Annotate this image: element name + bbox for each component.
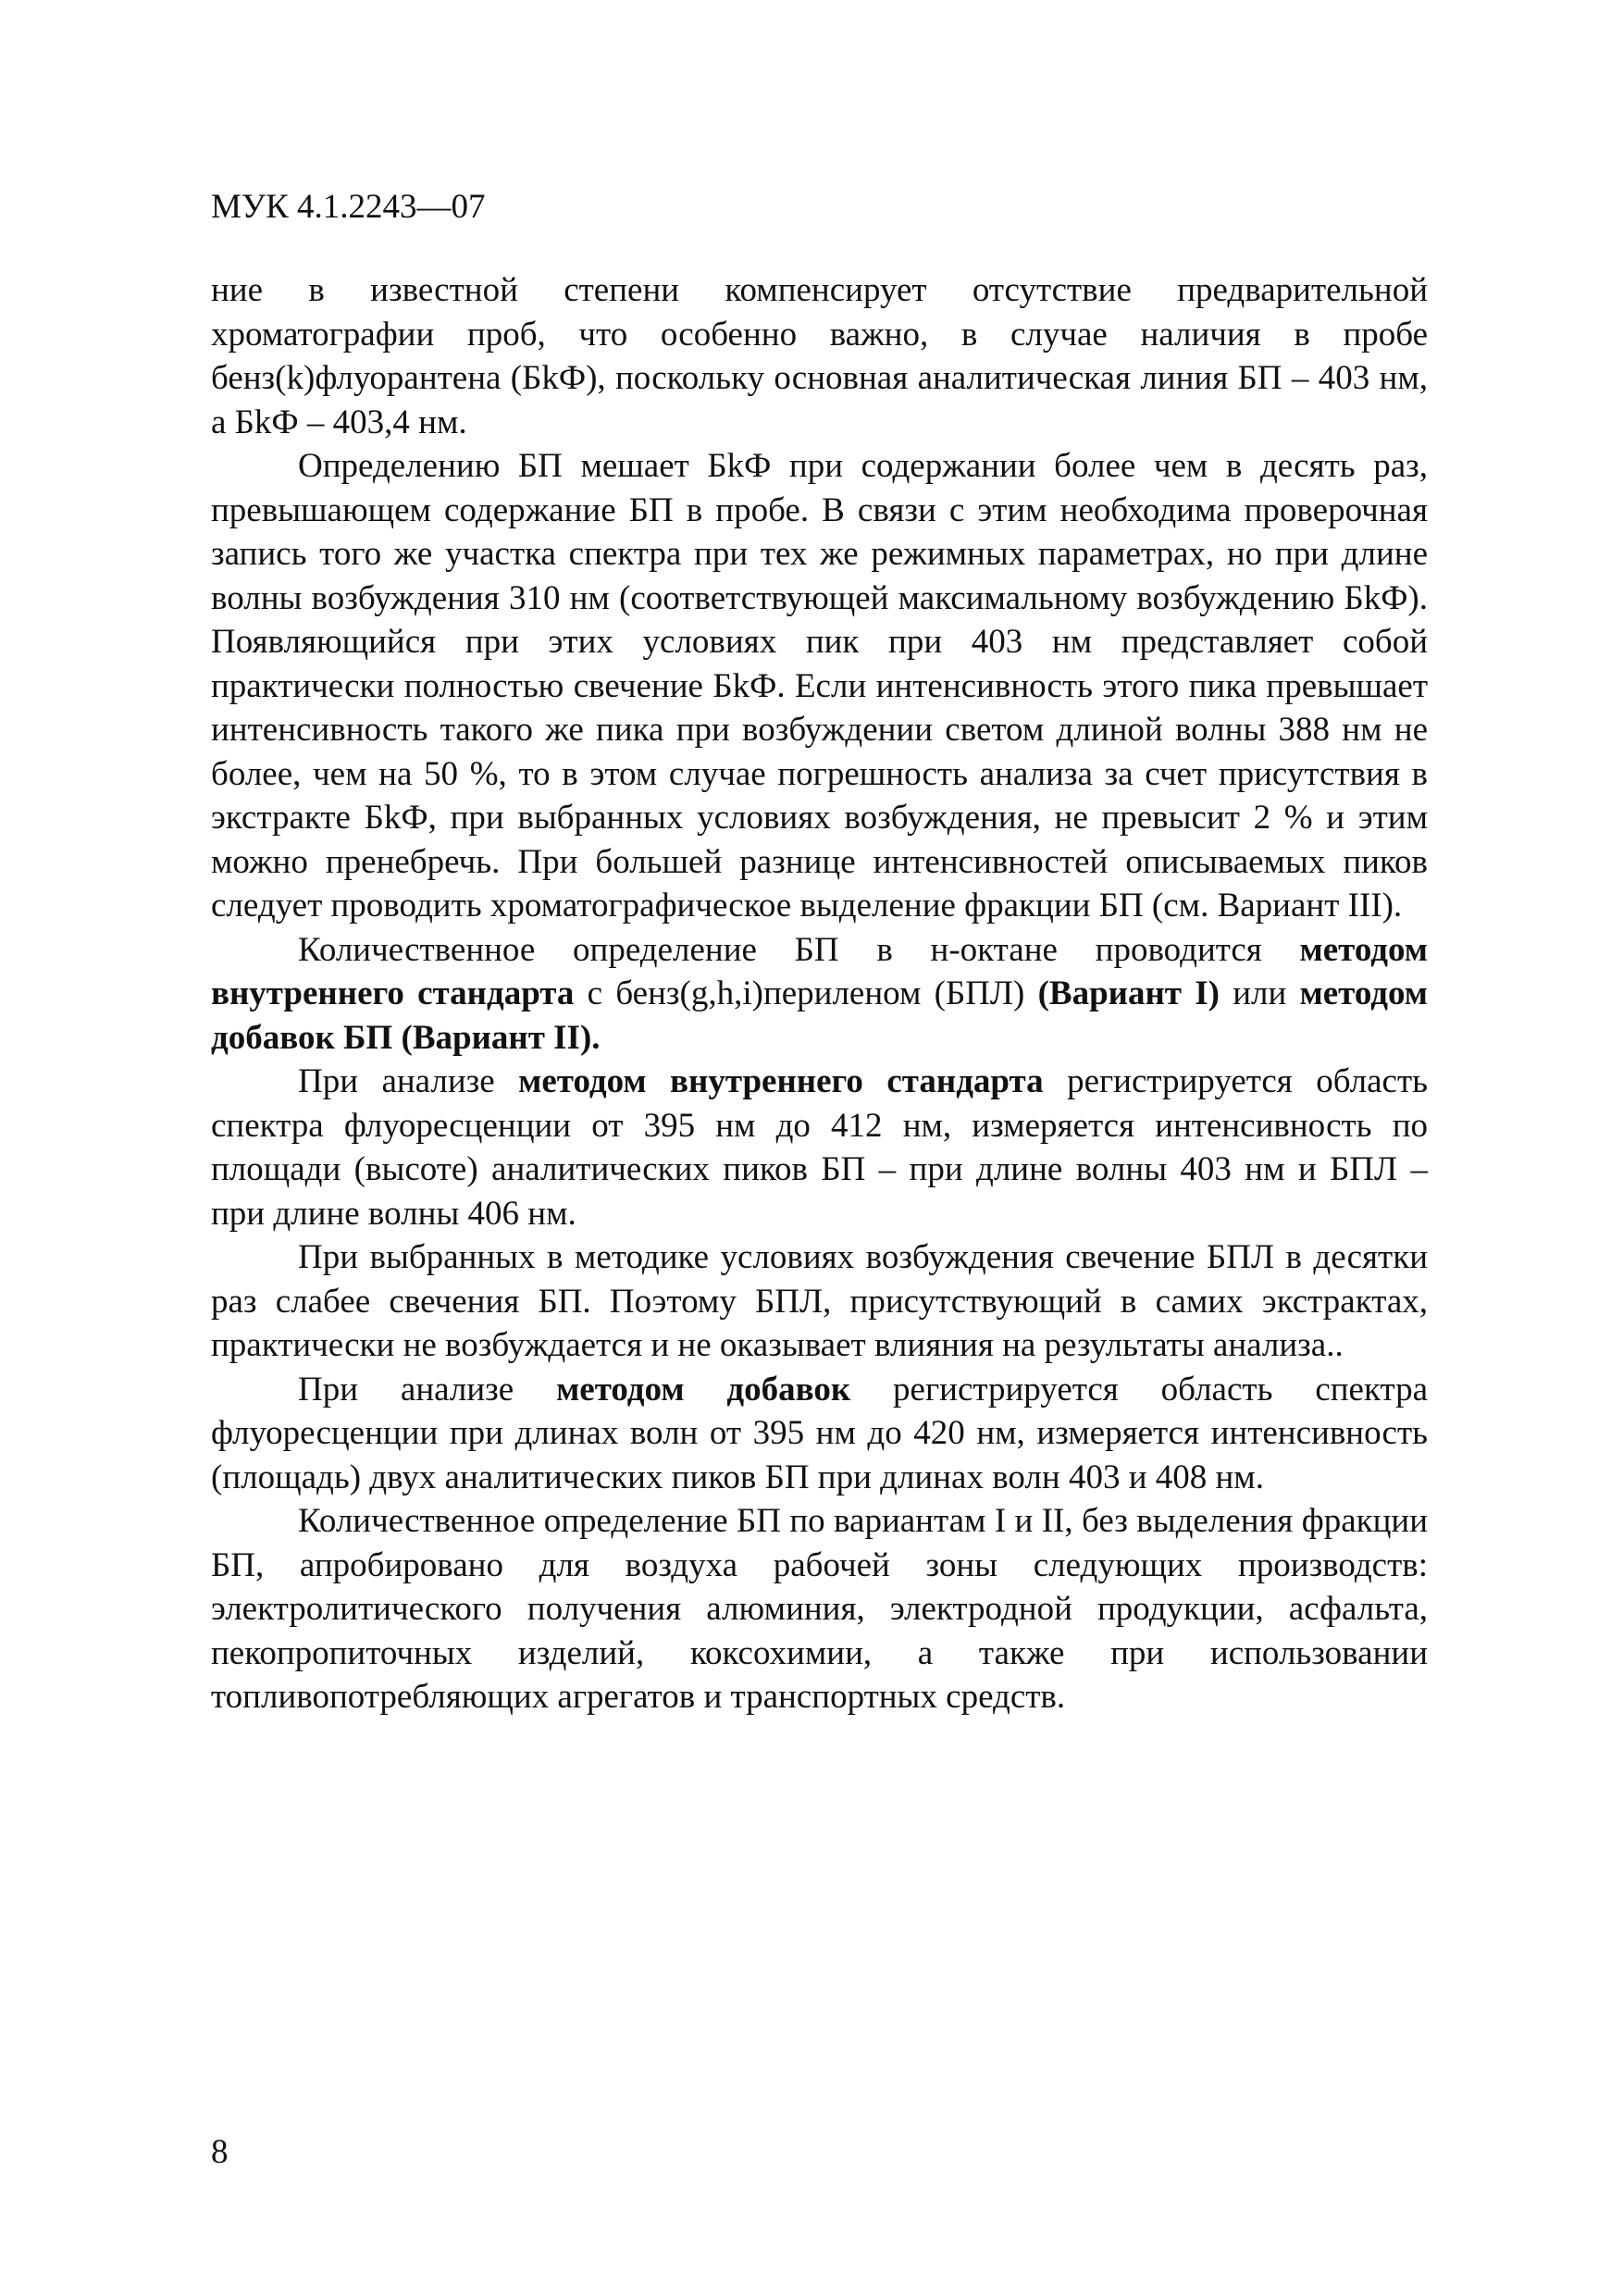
bold-term: методом добавок БП (Вариант II). bbox=[211, 974, 1428, 1057]
paragraph-text: Количественное определение БП в н-октане проводится bbox=[298, 930, 1300, 969]
paragraph-text: регистрируется область спектра флуоресценции при длинах волн от 395 нм до 420 нм, измеряется интенсивность (площадь) двух аналитических пиков БП при длинах волн 403 и 408 нм. bbox=[211, 1370, 1428, 1496]
document-header: МУК 4.1.2243—07 bbox=[211, 188, 486, 226]
page-number: 8 bbox=[211, 2133, 229, 2171]
paragraph-5 bbox=[211, 1235, 1428, 1368]
paragraph-2 bbox=[211, 444, 1428, 928]
paragraph-text: ние в известной степени компенсирует отсутствие предварительной хроматографии проб, что особенно важно, в случае наличия в пробе бенз(k)флуорантена (БkФ), поскольку основная аналитическая линия БП – 403 нм, а БkФ – 403,4 нм. bbox=[211, 271, 1428, 441]
bold-term: методом добавок bbox=[556, 1370, 851, 1409]
bold-term: методом внутреннего стандарта bbox=[518, 1062, 1044, 1100]
paragraph-text: При анализе bbox=[298, 1370, 557, 1409]
paragraph-7 bbox=[211, 1499, 1428, 1719]
bold-term: (Вариант I) bbox=[1037, 974, 1220, 1012]
paragraph-text: регистрируется область спектра флуоресценции от 395 нм до 412 нм, измеряется интенсивность по площади (высоте) аналитических пиков БП – при длине волны 403 нм и БПЛ – при длине волны 406 нм. bbox=[211, 1062, 1428, 1233]
paragraph-1 bbox=[211, 268, 1428, 444]
bold-term: методом внутреннего стандарта bbox=[211, 930, 1428, 1012]
paragraph-6 bbox=[211, 1368, 1428, 1500]
paragraph-text: При выбранных в методике условиях возбуждения свечение БПЛ в десятки раз слабее свечения БП. Поэтому БПЛ, присутствующий в самих экстрактах, практически не возбуждается и не оказывает влияния на результаты анализа.. bbox=[211, 1238, 1428, 1364]
paragraph-4 bbox=[211, 1060, 1428, 1235]
paragraph-text: или bbox=[1219, 974, 1300, 1012]
paragraph-text: Определению БП мешает БkФ при содержании более чем в десять раз, превышающем содержание БП в пробе. В связи с этим необходима проверочная запись того же участка спектра при тех же режимных параметрах, но при длине волны возбуждения 310 нм (соответствующей максимальному возбуждению БkФ). Появляющийся при этих условиях пик при 403 нм представляет собой практически полностью свечение БkФ. Если интенсивность этого пика превышает интенсивность такого же пика при возбуждении светом длиной волны 388 нм не более, чем на 50 %, то в этом случае погрешность анализа за счет присутствия в экстракте БkФ, при выбранных условиях возбуждения, не превысит 2 % и этим можно пренебречь. При большей разнице интенсивностей описываемых пиков следует проводить хроматографическое выделение фракции БП (см. Вариант III). bbox=[211, 447, 1428, 925]
paragraph-text: При анализе bbox=[298, 1062, 519, 1100]
paragraph-text: с бенз(g,h,i)периленом (БПЛ) bbox=[574, 974, 1038, 1012]
paragraph-3 bbox=[211, 928, 1428, 1061]
document-body bbox=[211, 268, 1428, 1719]
paragraph-text: Количественное определение БП по вариантам I и II, без выделения фракции БП, апробировано для воздуха рабочей зоны следующих производств: электролитического получения алюминия, электродной продукции, асфальта, пекопропиточных изделий, коксохимии, а также при использовании топливопотребляющих агрегатов и транспортных средств. bbox=[211, 1502, 1428, 1716]
